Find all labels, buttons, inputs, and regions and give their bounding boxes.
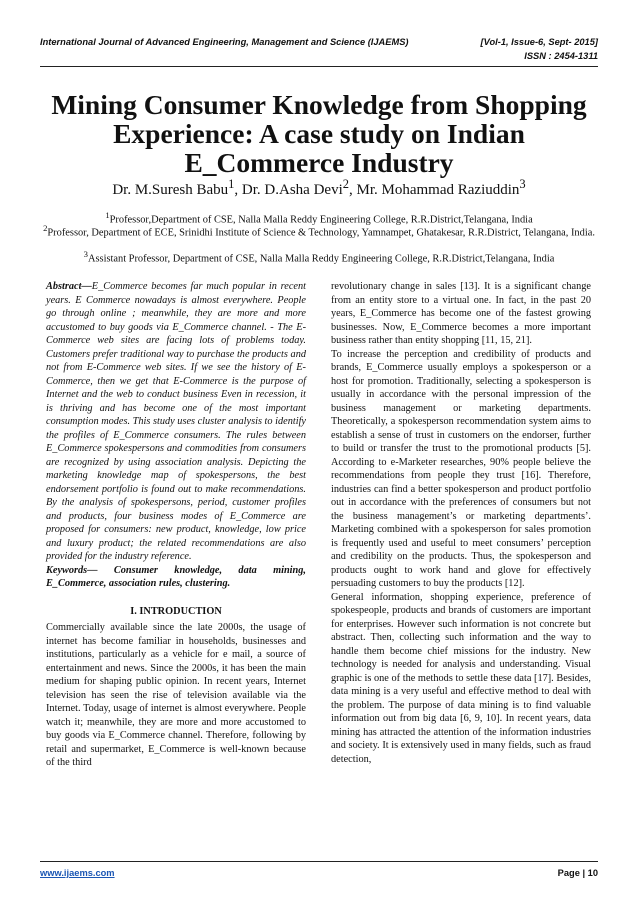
intro-paragraph: Commercially available since the late 2000s, the usage of internet has become familiar in households, businesses and institutions, particularly as a vehicle for e mail, a source of entertainment and news. Since the 2000s, it has been the main medium for shaping public opinion. In recent years, Internet television has seen the rise of television available via the Internet. Today, usage of internet is almost everywhere. People watch it; meanwhile, they are more and more accustomed to buy goods via E_Commerce channel. Therefore, following by retail and supermarket, E_Commerce is well-known because of the third <box>46 622 306 768</box>
author-name: Mr. Mohammad Raziuddin <box>356 182 520 198</box>
page-footer <box>40 868 598 884</box>
journal-name: International Journal of Advanced Engineering, Management and Science (IJAEMS) <box>40 37 409 47</box>
author-sup: 2 <box>342 177 349 191</box>
affiliation-text: Assistant Professor, Department of CSE, Nalla Malla Reddy Engineering College, R.R.District,Telangana, India <box>87 253 555 265</box>
affiliation-sup: 1 <box>105 210 110 220</box>
running-header <box>40 37 598 69</box>
page-number: Page | 10 <box>557 868 598 878</box>
keywords-label: Keywords— <box>46 564 98 576</box>
abstract <box>46 280 306 564</box>
affiliation <box>32 248 606 265</box>
header-rule <box>40 66 598 67</box>
author-name: Dr. M.Suresh Babu <box>112 182 229 198</box>
affiliation-text: Professor,Department of CSE, Nalla Malla Reddy Engineering College, R.R.District,Telangana, India <box>109 214 533 226</box>
affiliation-sup: 2 <box>43 223 48 233</box>
body-paragraph: General information, shopping experience, preference of spokespeople, products and brands of customers are important for enterprises. However such information is not concrete but abstract. Then, collecting such information and the way to handle them become chief missions for the industry. New technology is needed for analysis and understanding. Visual graphic is one of the methods to settle these data [17]. Besides, data mining is a very useful and effective method to deal with the problem. The purpose of data mining is to find valuable information out from big data [6, 9, 10]. In recent years, data mining has attracted the attention of the information industries and society. It is extensively used in many fields, such as fraud detection, <box>331 591 591 765</box>
author-name: Dr. D.Asha Devi <box>241 182 343 198</box>
author-sup: 1 <box>228 177 235 191</box>
body-paragraph: To increase the perception and credibility of products and brands, E_Commerce usually employs a spokesperson or a host for promotion. Traditionally, selecting a spokesperson is usually in accordance with the personal impression of the business management or marketing departments. Theoretically, a spokesperson recommendation system aims to establish a sense of trust in customers on the endorser, further to build or transfer the trust to the promotional products [5]. According to e-Marketer researches, 90% people believe the recommendations from people they trust [16]. Therefore, industries can find a better spokesperson and product portfolio out in accordance with the preferences of consumers but not the business management’s or marketing departments’. Marketing combined with a spokesperson for sales promotion is frequently used and useful to meet consumers’ perception and credibility on the products. Thus, the spokesperson and products ought to work hand and glove for effectively persuading customers to buy the products [12]. <box>331 348 591 589</box>
footer-rule <box>40 861 598 862</box>
author-line: Dr. M.Suresh Babu$^1$, Dr. D.Asha Devi$^2$, Mr. Mohammad Raziuddin$^3$ <box>112 177 526 198</box>
volume-info: [Vol-1, Issue-6, Sept- 2015] <box>480 37 598 47</box>
keywords-text: Consumer knowledge, data mining, E_Commerce, association rules, clustering. <box>46 564 306 589</box>
section-heading: I. INTRODUCTION <box>130 605 222 617</box>
journal-link[interactable]: www.ijaems.com <box>40 868 115 878</box>
issn: ISSN : 2454-1311 <box>524 51 598 61</box>
keywords <box>46 564 306 591</box>
abstract-label: Abstract— <box>46 281 92 292</box>
right-column <box>331 280 591 766</box>
affiliation <box>32 222 606 239</box>
body-paragraph: revolutionary change in sales [13]. It is a significant change from an entity store to a virtual one. In fact, in the past 20 years, E_Commerce has become one of the fastest growing businesses. Now, E_Commerce becomes a more important business rather than entity shopping [11, 15, 21]. <box>331 281 591 346</box>
paper-title: Mining Consumer Knowledge from Shopping Experience: A case study on Indian E_Commerce Industry <box>51 89 587 178</box>
affiliation-text: Professor, Department of ECE, Srinidhi Institute of Science & Technology, Yamnampet, Ghatakesar, R.R.District, Telangana, India. <box>47 227 595 239</box>
author-sup: 3 <box>519 177 526 191</box>
left-column <box>46 280 306 770</box>
abstract-text: E_Commerce becomes far much popular in recent years. E Commerce nowadays is almost everywhere. People go through online ; meanwhile, they are more and more accustomed to buy goods via E_Commerce channel. - The E-Commerce web sites are facing lots of problems today. Customers prefer traditional way to purchase the products and not from E-Commerce web sites. If we see the history of E-Commerce, then we get that E-Commerce is the purpose of Internet and the web to conduct business Even in recession, it is thriving and has become one of the most important consumption modes. This study uses cluster analysis to identify the profiles of E_Commerce consumers. The rules between E_Commerce spokespersons and commodities from consumers are recognized by using association analysis. Depicting the marketing knowledge map of spokespersons, the best endorsement portfolio is found out to make recommendations. By the analysis of spokespersons, period, customer profiles and products, four business modes of E_Commerce are proposed for consumers: new product, knowledge, low price and luxury product; the related recommendations are also provided for the industry reference. <box>46 281 306 562</box>
affiliation-sup: 3 <box>83 249 88 259</box>
